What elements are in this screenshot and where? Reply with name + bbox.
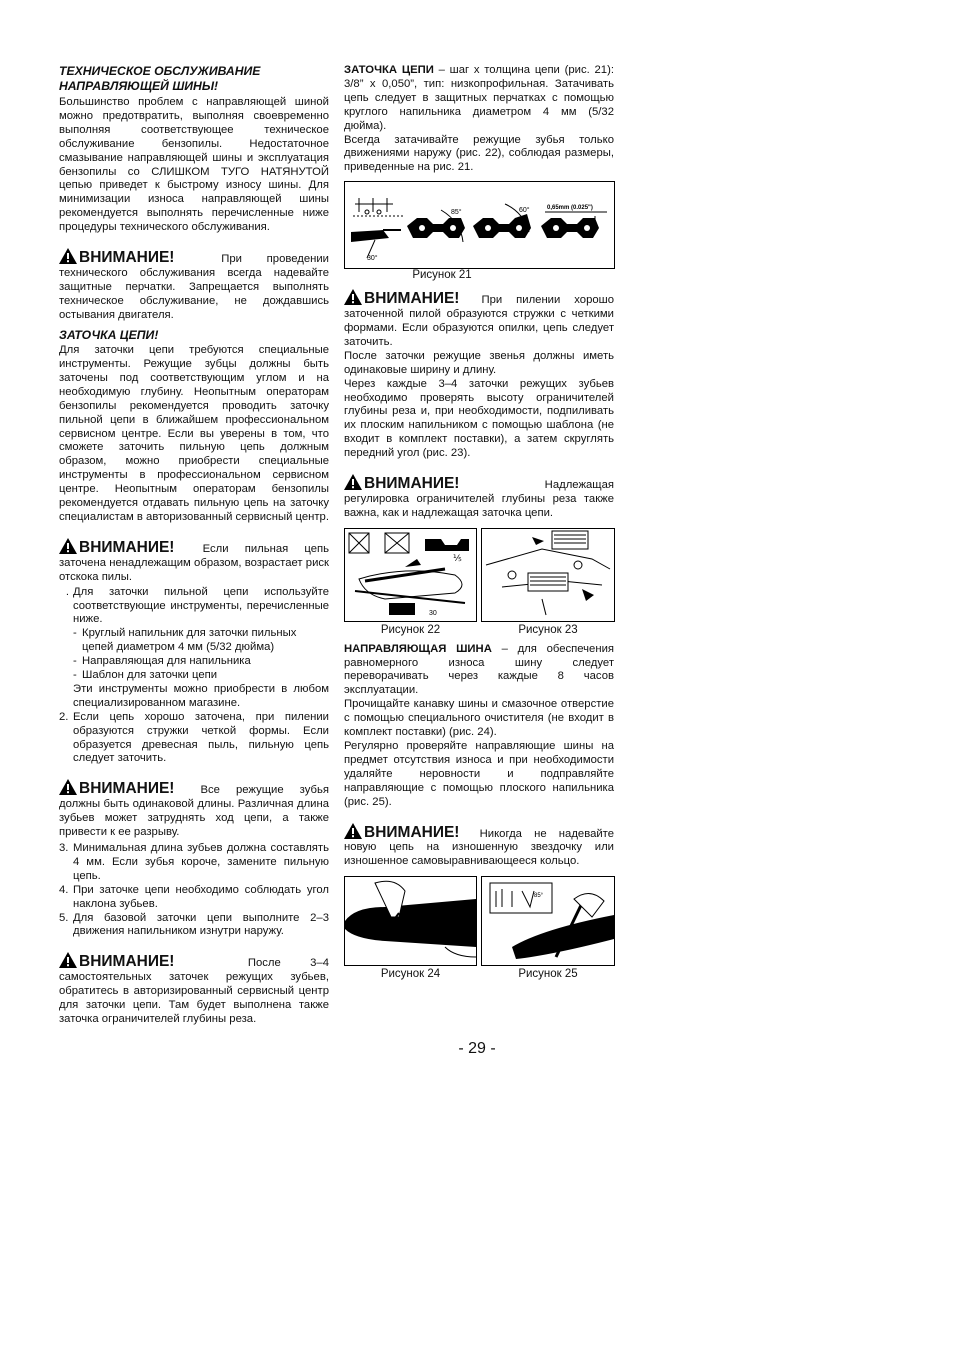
figures-24-25 [344,876,614,982]
warning-sharp-chips [344,289,614,350]
warning-heading: ВНИМАНИЕ! [344,290,459,307]
figure-22 [344,528,477,622]
warning-heading: ВНИМАНИЕ! [59,953,174,970]
warning-text: Никогда не надевайте новую цепь на изношенную звездочку или изношенное самовыравнивающееся кольцо. [344,827,614,868]
warning-text: Если пильная цепь заточена ненадлежащим образом, возрастает риск отскока пилы. [59,542,329,583]
warning-triangle-icon [59,952,77,968]
warning-teeth-length [59,779,329,840]
left-column [59,64,329,1027]
figure-23-caption: Рисунок 23 [518,623,578,636]
warning-service-center [59,952,329,1027]
list-item: - Круглый напильник для заточки пильных цепей диаметром 4 мм (5/32 дюйма) [73,627,297,654]
figure-24-illustration [345,877,476,965]
chain-spec-paragraph: ЗАТОЧКА ЦЕПИ – шаг x толщина цепи (рис. 21): 3/8” x 0,050”, тип: низкопрофильная. Затачивать цепь следует в защитных перчатках с помощью круглого напильника диаметром 4 мм (5/32 дюйма). [344,64,614,132]
list-item: - Шаблон для заточки цепи [73,669,218,682]
figure-21-angle-60: 60° [519,207,530,215]
warning-triangle-icon [59,779,77,795]
warning-heading: ВНИМАНИЕ! [59,780,174,797]
bar-maintenance-intro: Большинство проблем с направляющей шиной можно предотвратить, выполняя своевременно выполняя соответствующее техническое обслуживание бензопилы. Недостаточное смазывание направляющей шины и эксплуатация бензопилы со СЛИШКОМ ТУГО НАТЯНУТОЙ цепью приведет к быстрому износу шины. Для минимизации износа направляющей шины рекомендуется выполнять перечисленные ниже процедуры технического обслуживания. [59,96,329,234]
tool-list [59,627,329,683]
guide-bar-clean-paragraph: Прочищайте канавку шины и смазочное отверстие с помощью специального очистителя (не входит в комплект поставки) (рис. 24). [344,698,614,739]
figure-21-caption: Рисунок 21 [412,269,472,282]
figure-23-block [481,528,615,638]
figure-21-angle-85: 85° [451,209,462,217]
figure-25-block [481,876,615,982]
sharpening-steps-b [59,711,329,767]
warning-text: При пилении хорошо заточенной пилой образуются стружки с четкими формами. Если образуются опилки, цепь следует заточить. [344,294,614,348]
list-item: 4. При заточке цепи необходимо соблюдать угол наклона зубьев. [59,883,329,910]
warning-gloves [59,248,329,323]
figure-22-fraction: ⅕ [453,552,462,563]
warning-triangle-icon [344,289,362,305]
warning-triangle-icon [59,248,77,264]
warning-triangle-icon [59,538,77,554]
figure-25-caption: Рисунок 25 [518,968,578,981]
list-item: - Направляющая для напильника [73,655,251,668]
sharpening-intro: Для заточки цепи требуются специальные инструменты. Режущие зубцы должны быть заточены под соответствующим углом и на необходимую глубину. Неопытным операторам бензопилы рекомендуется проводить заточку пильной цепи в ближайшем профессиональном сервисном центре. Если вы уверены в том, что сможете заточить пильную цепь должным образом, можно приобрести специальные инструменты в профессиональном сервисном центре. Неопытным операторам бензопилы рекомендуется отдавать пильную цепь на заточку специалистам в авторизованный сервисный центр. [59,344,329,523]
figure-22-block [344,528,477,638]
warning-text: После 3–4 самостоятельных заточек режущих зубьев, обратитесь в авторизированный сервисный центр для заточки цепи. Там будет выполнена также заточка ограничителей глубины реза. [59,957,329,1025]
warning-worn-sprocket [344,823,614,870]
figure-24-caption: Рисунок 24 [380,968,441,981]
chain-direction-paragraph: Всегда затачивайте режущие зубья только движениями наружу (рис. 22), соблюдая размеры, приведенные на рис. 21. [344,133,614,174]
figures-22-23 [344,528,614,638]
right-column [344,64,614,982]
guide-bar-paragraph: НАПРАВЛЯЮЩАЯ ШИНА – для обеспечения равномерного износа шину следует переворачивать через каждые 8 часов эксплуатации. [344,642,614,697]
figure-24 [344,876,477,966]
list-item: 2. Если цепь хорошо заточена, при пилении образуются стружки четкой формы. Если образуется древесная пыль, пильную цепь следует заточить. [59,710,329,765]
figure-23 [481,528,615,622]
figure-22-caption: Рисунок 22 [380,623,441,636]
figure-24-block [344,876,477,982]
warning-text: Все режущие зубья должны быть одинаковой длины. Различная длина зубьев может затруднять ход цепи, а также привести к ее разрыву. [59,784,329,839]
list-item: 3. Минимальная длина зубьев должна составлять 4 мм. Если зубья короче, замените пильную цепь. [59,842,329,882]
section-heading-sharpening: ЗАТОЧКА ЦЕПИ! [59,327,159,342]
links-equal-paragraph: После заточки режущие звенья должны иметь одинаковые ширину и длину. [344,349,614,376]
figure-21-gauge: 0,65mm (0.025") [547,205,593,212]
warning-triangle-icon [344,474,362,490]
warning-heading: ВНИМАНИЕ! [344,475,459,492]
warning-kickback [59,538,329,585]
figure-22-angle: 30 [429,609,437,617]
warning-heading: ВНИМАНИЕ! [59,249,174,266]
page-number: - 29 - [458,1040,496,1057]
sharpening-steps-a [59,586,329,628]
figure-22-illustration [345,529,476,621]
list-item: 5. Для базовой заточки цепи выполните 2–3 движения напильником изнутри наружу. [59,911,329,938]
warning-text: При проведении технического обслуживания всегда надевайте защитные перчатки. Запрещается выполнять техническое обслуживание, не дождавшись остывания двигателя. [59,253,329,321]
figure-25-illustration [482,877,614,965]
figure-25-angle: 85° [534,893,544,900]
figure-23-illustration [482,529,614,621]
warning-depth-gauge [344,474,614,521]
section-heading-bar-maintenance: ТЕХНИЧЕСКОЕ ОБСЛУЖИВАНИЕ НАПРАВЛЯЮЩЕЙ ШИНЫ! [59,64,261,93]
tool-note: Эти инструменты можно приобрести в любом специализированном магазине. [73,682,329,709]
sharpening-steps-c [59,842,329,939]
figure-25 [481,876,615,966]
list-item: . Для заточки пильной цепи используйте соответствующие инструменты, перечисленные ниже. [65,585,329,626]
figure-21-angle-30: 30° [367,255,378,263]
warning-heading: ВНИМАНИЕ! [344,824,459,841]
depth-gauge-paragraph: Через каждые 3–4 заточки режущих зубьев необходимо проверять высоту ограничителей глубины реза и, при необходимости, подпиливать их плоским напильником с помощью шаблона (не входит в комплект поставки), а затем скруглять передний угол (рис. 23). [344,377,614,460]
warning-text: Надлежащая регулировка ограничителей глубины реза также важна, как и надлежащая заточка цепи. [344,479,614,519]
guide-bar-check-paragraph: Регулярно проверяйте направляющие шины на предмет отсутствия износа и при необходимости удаляйте неровности и подправляйте направляющие с помощью плоского напильника (рис. 25). [344,740,614,808]
figure-21 [344,181,615,269]
warning-heading: ВНИМАНИЕ! [59,539,174,556]
warning-triangle-icon [344,823,362,839]
figure-21-illustration [345,182,614,268]
